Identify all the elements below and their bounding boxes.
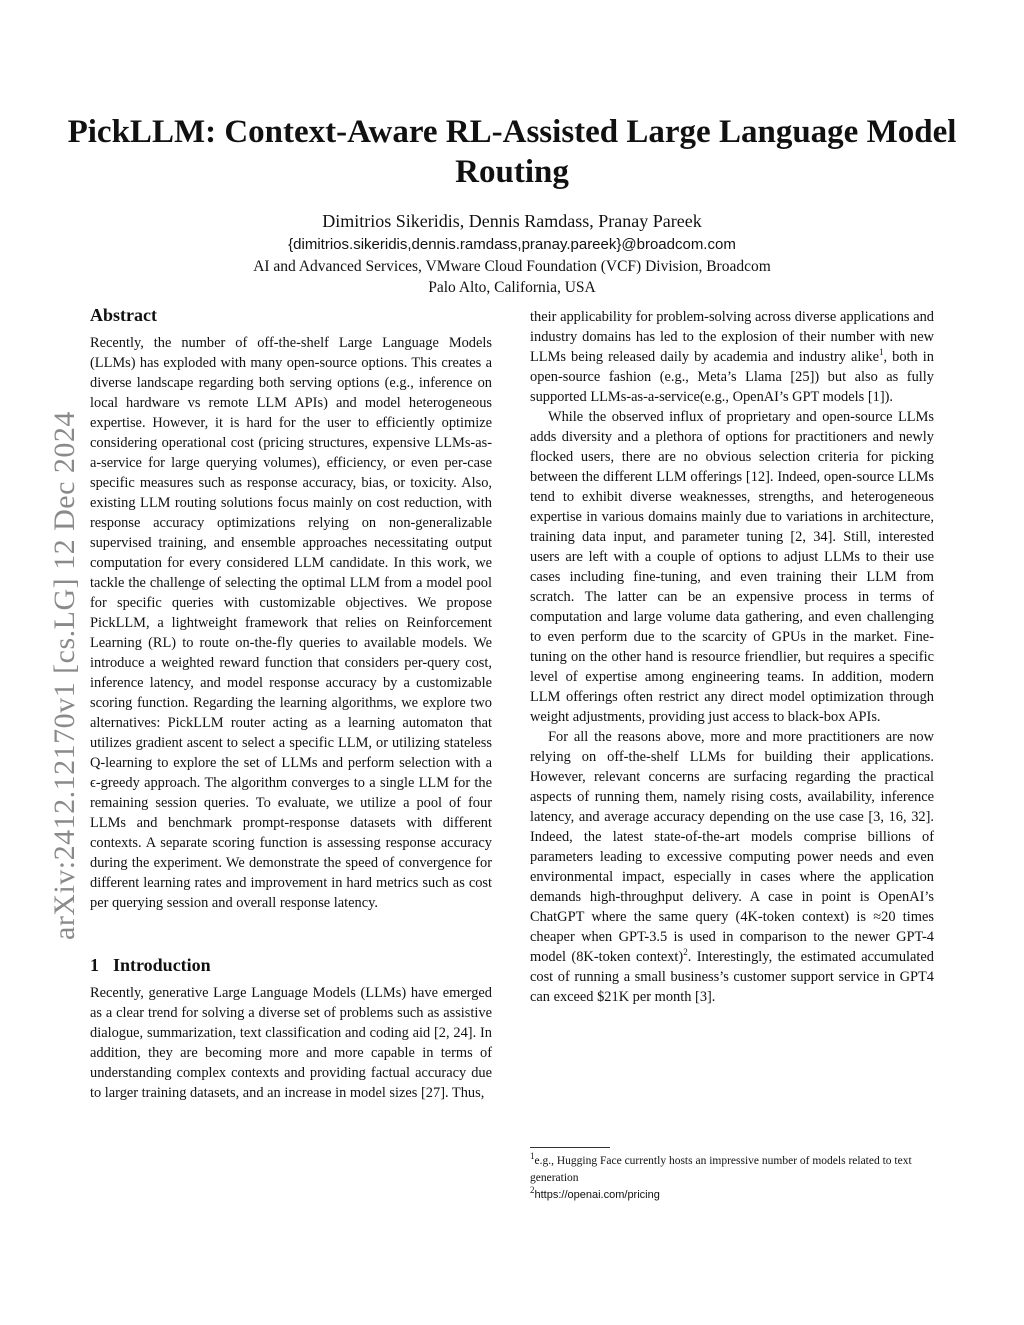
footnote-text-1: e.g., Hugging Face currently hosts an impressive number of models related to text generation xyxy=(530,1155,912,1184)
footnote-divider xyxy=(530,1147,610,1148)
footnote-2 xyxy=(530,1187,934,1204)
footnote-ref-1[interactable]: 1 xyxy=(878,347,884,358)
author-affiliation: AI and Advanced Services, VMware Cloud Foundation (VCF) Division, Broadcom xyxy=(253,258,771,275)
section-title: Introduction xyxy=(113,955,211,975)
footnote-1 xyxy=(530,1153,934,1187)
paper-title: PickLLM: Context-Aware RL-Assisted Large Language Model Routing xyxy=(67,114,957,190)
author-names: Dimitrios Sikeridis, Dennis Ramdass, Pranay Pareek xyxy=(322,211,702,231)
footnote-ref-2[interactable]: 2 xyxy=(683,947,688,958)
paragraph-text: their applicability for problem-solving across diverse applications and industry domains has led to the explosion of their number with new LLMs being released daily by academia and industry alike xyxy=(530,309,934,365)
introduction-heading xyxy=(90,953,492,977)
footnotes xyxy=(530,1147,934,1204)
abstract-heading: Abstract xyxy=(90,305,157,325)
arxiv-identifier: arXiv:2412.12170v1 [cs.LG] 12 Dec 2024 xyxy=(48,411,81,940)
footnote-mark-1: 1 xyxy=(530,1151,535,1162)
paragraph-text: , both in open-source fashion (e.g., Meta’s Llama [25]) but also as fully supported LLMs-as-a-service(e.g., OpenAI’s GPT models [1]). xyxy=(530,349,934,405)
paragraph-text: . Interestingly, the estimated accumulated cost of running a small business’s customer support service in GPT4 can exceed $21K per month [3]. xyxy=(530,949,934,1005)
left-column xyxy=(90,303,492,1103)
author-location: Palo Alto, California, USA xyxy=(428,279,596,296)
author-block xyxy=(0,208,1024,298)
intro-paragraph-1: Recently, generative Large Language Models (LLMs) have emerged as a clear trend for solving a diverse set of problems such as assistive dialogue, summarization, text classification and coding aid [2, 24]. In addition, they are becoming more and more capable in terms of understanding complex contexts and providing factual accuracy due to larger training datasets, and an increase in model sizes [27]. Thus, xyxy=(90,985,492,1101)
right-column xyxy=(530,307,934,1007)
footnote-link[interactable]: https://openai.com/pricing xyxy=(534,1189,660,1201)
intro-paragraph-3 xyxy=(530,727,934,1007)
intro-paragraph-2: While the observed influx of proprietary and open-source LLMs adds diversity and a plethora of options for practitioners and newly flocked users, there are no obvious selection criteria for picking between the different LLM offerings [12]. Indeed, open-source LLMs tend to exhibit diverse weaknesses, strengths, and heterogeneous expertise in various domains mainly due to variations in architecture, training data input, and parameter tuning [2, 34]. Still, interested users are left with a couple of options to adjust LLMs to their use cases including fine-tuning, and even training their LLM from scratch. The latter can be an expensive process in terms of computation and large volume data gathering, and even challenging to even perform due to the scarcity of GPUs in the market. Fine-tuning on the other hand is resource friendlier, but requires a specific level of expertise among engineering teams. In addition, modern LLM offerings often restrict any direct model optimization through weight adjustments, providing just access to black-box APIs. xyxy=(530,409,934,725)
abstract-text: Recently, the number of off-the-shelf Large Language Models (LLMs) has exploded with many open-source options. This creates a diverse landscape regarding both serving options (e.g., inference on local hardware vs remote LLM APIs) and model heterogeneous expertise. However, it is hard for the user to efficiently optimize considering operational cost (pricing structures, expensive LLMs-as-a-service for large querying volumes), efficiency, or even per-case specific measures such as response accuracy, bias, or toxicity. Also, existing LLM routing solutions focus mainly on cost reduction, with response accuracy optimizations relying on non-generalizable supervised training, and ensemble approaches necessitating output computation for every considered LLM candidate. In this work, we tackle the challenge of selecting the optimal LLM from a model pool for specific queries with customizable objectives. We propose PickLLM, a lightweight framework that relies on Reinforcement Learning (RL) to route on-the-fly queries to available models. We introduce a weighted reward function that considers per-query cost, inference latency, and model response accuracy by a customizable scoring function. Regarding the learning algorithms, we explore two alternatives: PickLLM router acting as a learning automaton that utilizes gradient ascent to select a specific LLM, or utilizing stateless Q-learning to explore the set of LLMs and perform selection with a ϵ-greedy approach. The algorithm converges to a single LLM for the remaining session queries. To evaluate, we utilize a pool of four LLMs and benchmark prompt-response datasets with different contexts. A separate scoring function is assessing response accuracy during the experiment. We demonstrate the speed of convergence for different learning rates and improvement in hard metrics such as cost per querying session and overall response latency. xyxy=(90,335,492,911)
author-emails: {dimitrios.sikeridis,dennis.ramdass,pranay.pareek}@broadcom.com xyxy=(288,236,736,253)
footnote-mark-2: 2 xyxy=(530,1185,535,1196)
intro-paragraph-continued xyxy=(530,307,934,407)
section-number: 1 xyxy=(90,955,99,975)
paragraph-text: For all the reasons above, more and more practitioners are now relying on off-the-shelf LLMs for building their applications. However, relevant concerns are surfacing regarding the practical aspects of running them, namely rising costs, availability, inference latency, and average accuracy depending on the use case [3, 16, 32]. Indeed, the latest state-of-the-art models comprise billions of parameters leading to excessive computing power needs and even environmental impact, especially in cases where the application demands high-throughput delivery. A case in point is OpenAI’s ChatGPT where the same query (4K-token context) is ≈20 times cheaper when GPT-3.5 is used in comparison to the newer GPT-4 model (8K-token context) xyxy=(530,729,934,965)
